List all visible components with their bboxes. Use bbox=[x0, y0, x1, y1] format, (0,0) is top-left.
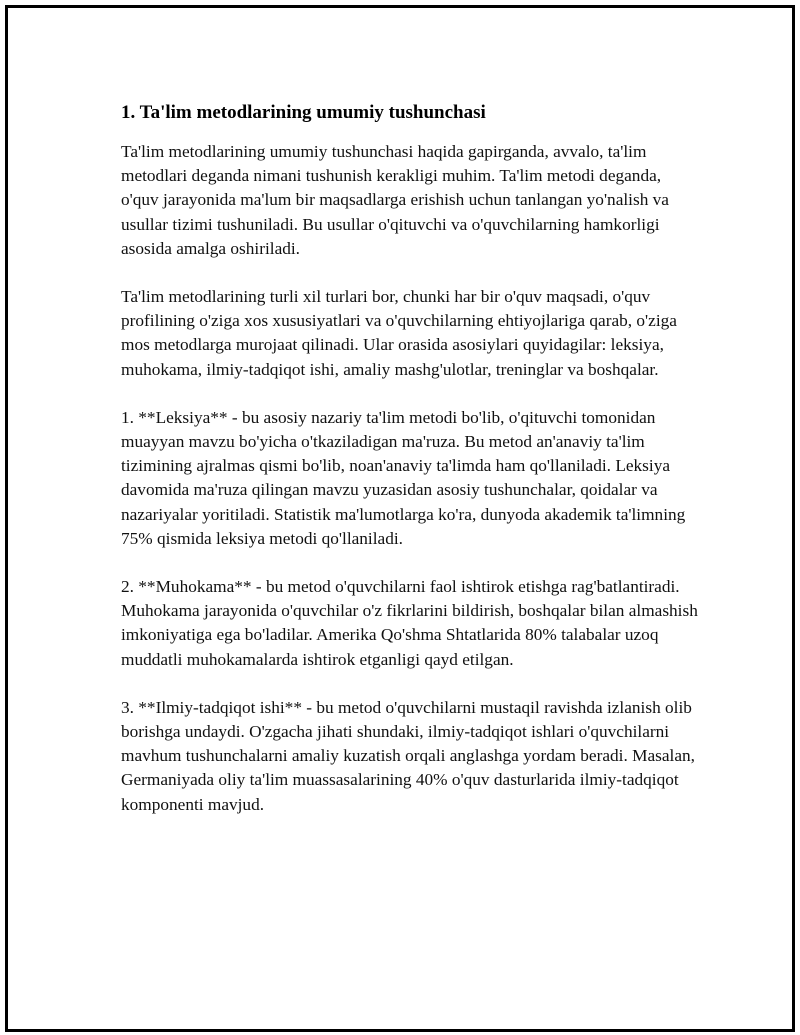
paragraph-ilmiy-tadqiqot: 3. **Ilmiy-tadqiqot ishi** - bu metod o'quvchilarni mustaqil ravishda izlanish olib borishga undaydi. O'zgacha jihati shundaki, ilmiy-tadqiqot ishlari o'quvchilarni mavhum tushunchalarni amaliy kuzatish orqali anglashga yordam beradi. Masalan, Germaniyada oliy ta'lim muassasalarining 40% o'quv dasturlarida ilmiy-tadqiqot komponenti mavjud. bbox=[121, 697, 695, 814]
paragraph-leksiya: 1. **Leksiya** - bu asosiy nazariy ta'lim metodi bo'lib, o'qituvchi tomonidan muayyan mavzu bo'yicha o'tkaziladigan ma'ruza. Bu metod an'anaviy ta'lim tizimining ajralmas qismi bo'lib, noan'anaviy ta'limda ham qo'llaniladi. Leksiya davomida ma'ruza qilingan mavzu yuzasidan asosiy tushunchalar, qoidalar va nazariyalar yoritiladi. Statistik ma'lumotlarga ko'ra, dunyoda akademik ta'limning 75% qismida leksiya metodi qo'llaniladi. bbox=[121, 407, 686, 548]
document-body bbox=[121, 100, 701, 841]
document-title: 1. Ta'lim metodlarining umumiy tushunchasi bbox=[121, 102, 486, 123]
paragraph-method-types: Ta'lim metodlarining turli xil turlari bor, chunki har bir o'quv maqsadi, o'quv profilining o'ziga xos xususiyatlari va o'quvchilarning ehtiyojlariga qarab, o'ziga mos metodlarga murojaat qilinadi. Ular orasida asosiylari quyidagilar: leksiya, muhokama, ilmiy-tadqiqot ishi, amaliy mashg'ulotlar, treninglar va boshqalar. bbox=[121, 287, 677, 379]
paragraph-intro: Ta'lim metodlarining umumiy tushunchasi haqida gapirganda, avvalo, ta'lim metodlari deganda nimani tushunish kerakligi muhim. Ta'lim metodi deganda, o'quv jarayonida ma'lum bir maqsadlarga erishish uchun tanlangan yo'nalish va usullar tizimi tushuniladi. Bu usullar o'qituvchi va o'quvchilarning hamkorligi asosida amalga oshiriladi. bbox=[121, 142, 669, 258]
paragraph-muhokama: 2. **Muhokama** - bu metod o'quvchilarni faol ishtirok etishga rag'batlantiradi. Muhokama jarayonida o'quvchilar o'z fikrlarini bildirish, boshqalar bilan almashish imkoniyatiga ega bo'ladilar. Amerika Qo'shma Shtatlarida 80% talabalar uzoq muddatli muhokamalarda ishtirok etganligi qayd etilgan. bbox=[121, 577, 698, 669]
page-frame bbox=[5, 5, 795, 1032]
